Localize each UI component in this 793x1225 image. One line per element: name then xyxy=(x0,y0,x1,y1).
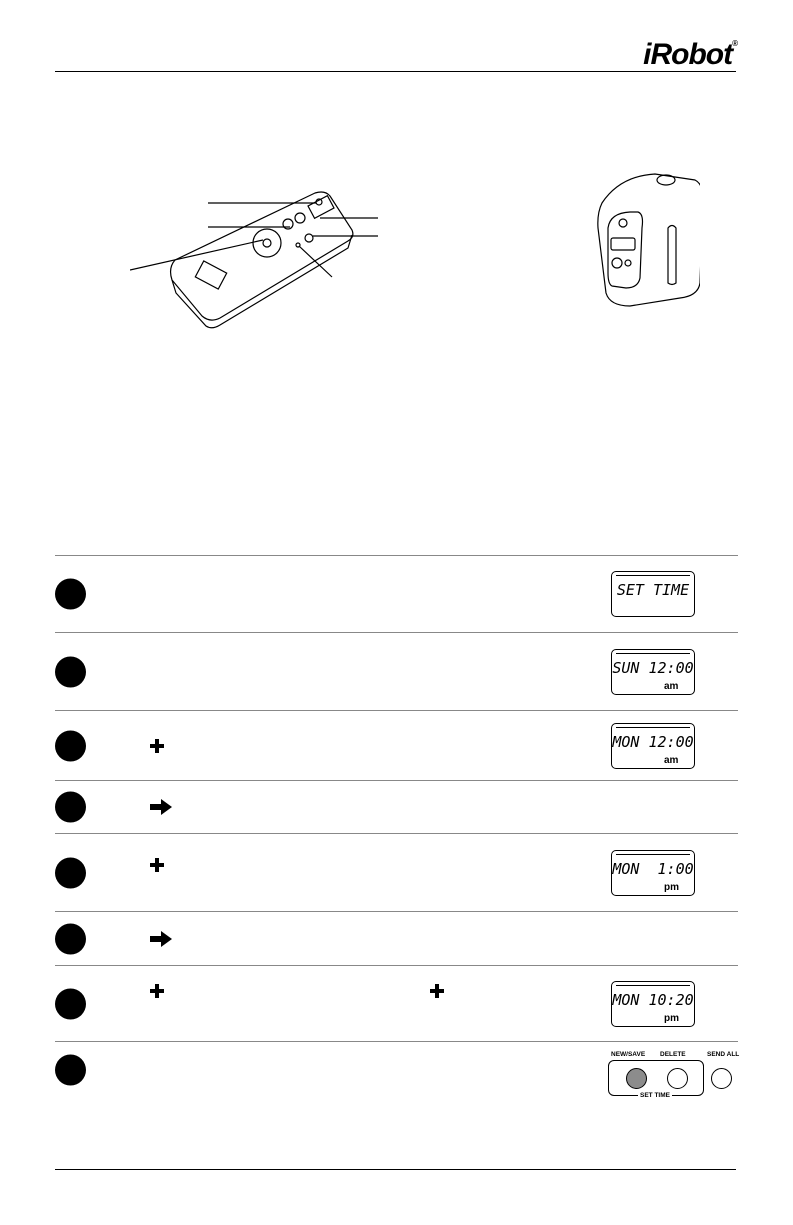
lcd-display xyxy=(611,649,695,695)
step-number-badge xyxy=(55,988,86,1019)
step-4 xyxy=(55,780,738,833)
lcd-text: SET TIME xyxy=(616,581,690,599)
plus-icon xyxy=(150,739,164,753)
step-number-badge xyxy=(55,656,86,687)
lcd-text: MON 1:00 xyxy=(612,859,694,878)
step-number-badge xyxy=(55,730,86,761)
plus-icon xyxy=(430,984,444,998)
step-number-badge xyxy=(55,857,86,888)
step-6 xyxy=(55,911,738,965)
arrow-right-icon xyxy=(150,931,172,947)
header-rule xyxy=(55,71,736,72)
step-2 xyxy=(55,632,738,710)
footer-rule xyxy=(55,1169,736,1170)
step-7 xyxy=(55,965,738,1041)
remote-button-panel xyxy=(607,1048,747,1112)
irobot-logo: iRobot® xyxy=(643,38,737,71)
step-number-badge xyxy=(55,792,86,823)
lcd-text: SUN 12:00 xyxy=(612,658,694,677)
set-time-frame xyxy=(608,1060,704,1096)
plus-icon xyxy=(150,984,164,998)
lcd-ampm: pm xyxy=(664,881,679,893)
delete-button[interactable] xyxy=(667,1068,688,1089)
lcd-ampm: am xyxy=(664,754,679,766)
lcd-text: MON 12:00 xyxy=(612,732,694,751)
lcd-ampm: pm xyxy=(664,1012,679,1024)
plus-icon xyxy=(150,858,164,872)
step-3 xyxy=(55,710,738,780)
lcd-display xyxy=(611,850,695,896)
home-base-illustration xyxy=(580,168,700,308)
send-all-label: SEND ALL xyxy=(707,1051,740,1058)
step-8 xyxy=(55,1041,738,1122)
send-all-button[interactable] xyxy=(711,1068,732,1089)
step-1 xyxy=(55,555,738,632)
set-time-label: SET TIME xyxy=(640,1092,670,1099)
step-number-badge xyxy=(55,1055,86,1086)
lcd-text: MON 10:20 xyxy=(612,990,694,1009)
new-save-button[interactable] xyxy=(626,1068,647,1089)
set-time-steps xyxy=(55,555,738,1122)
lcd-display xyxy=(611,571,695,617)
delete-label: DELETE xyxy=(660,1051,686,1058)
step-number-badge xyxy=(55,579,86,610)
remote-illustration xyxy=(130,190,390,330)
step-number-badge xyxy=(55,923,86,954)
lcd-display xyxy=(611,723,695,769)
lcd-ampm: am xyxy=(664,680,679,692)
lcd-display xyxy=(611,981,695,1027)
step-5 xyxy=(55,833,738,911)
new-save-label: NEW/SAVE xyxy=(611,1051,646,1058)
arrow-right-icon xyxy=(150,799,172,815)
